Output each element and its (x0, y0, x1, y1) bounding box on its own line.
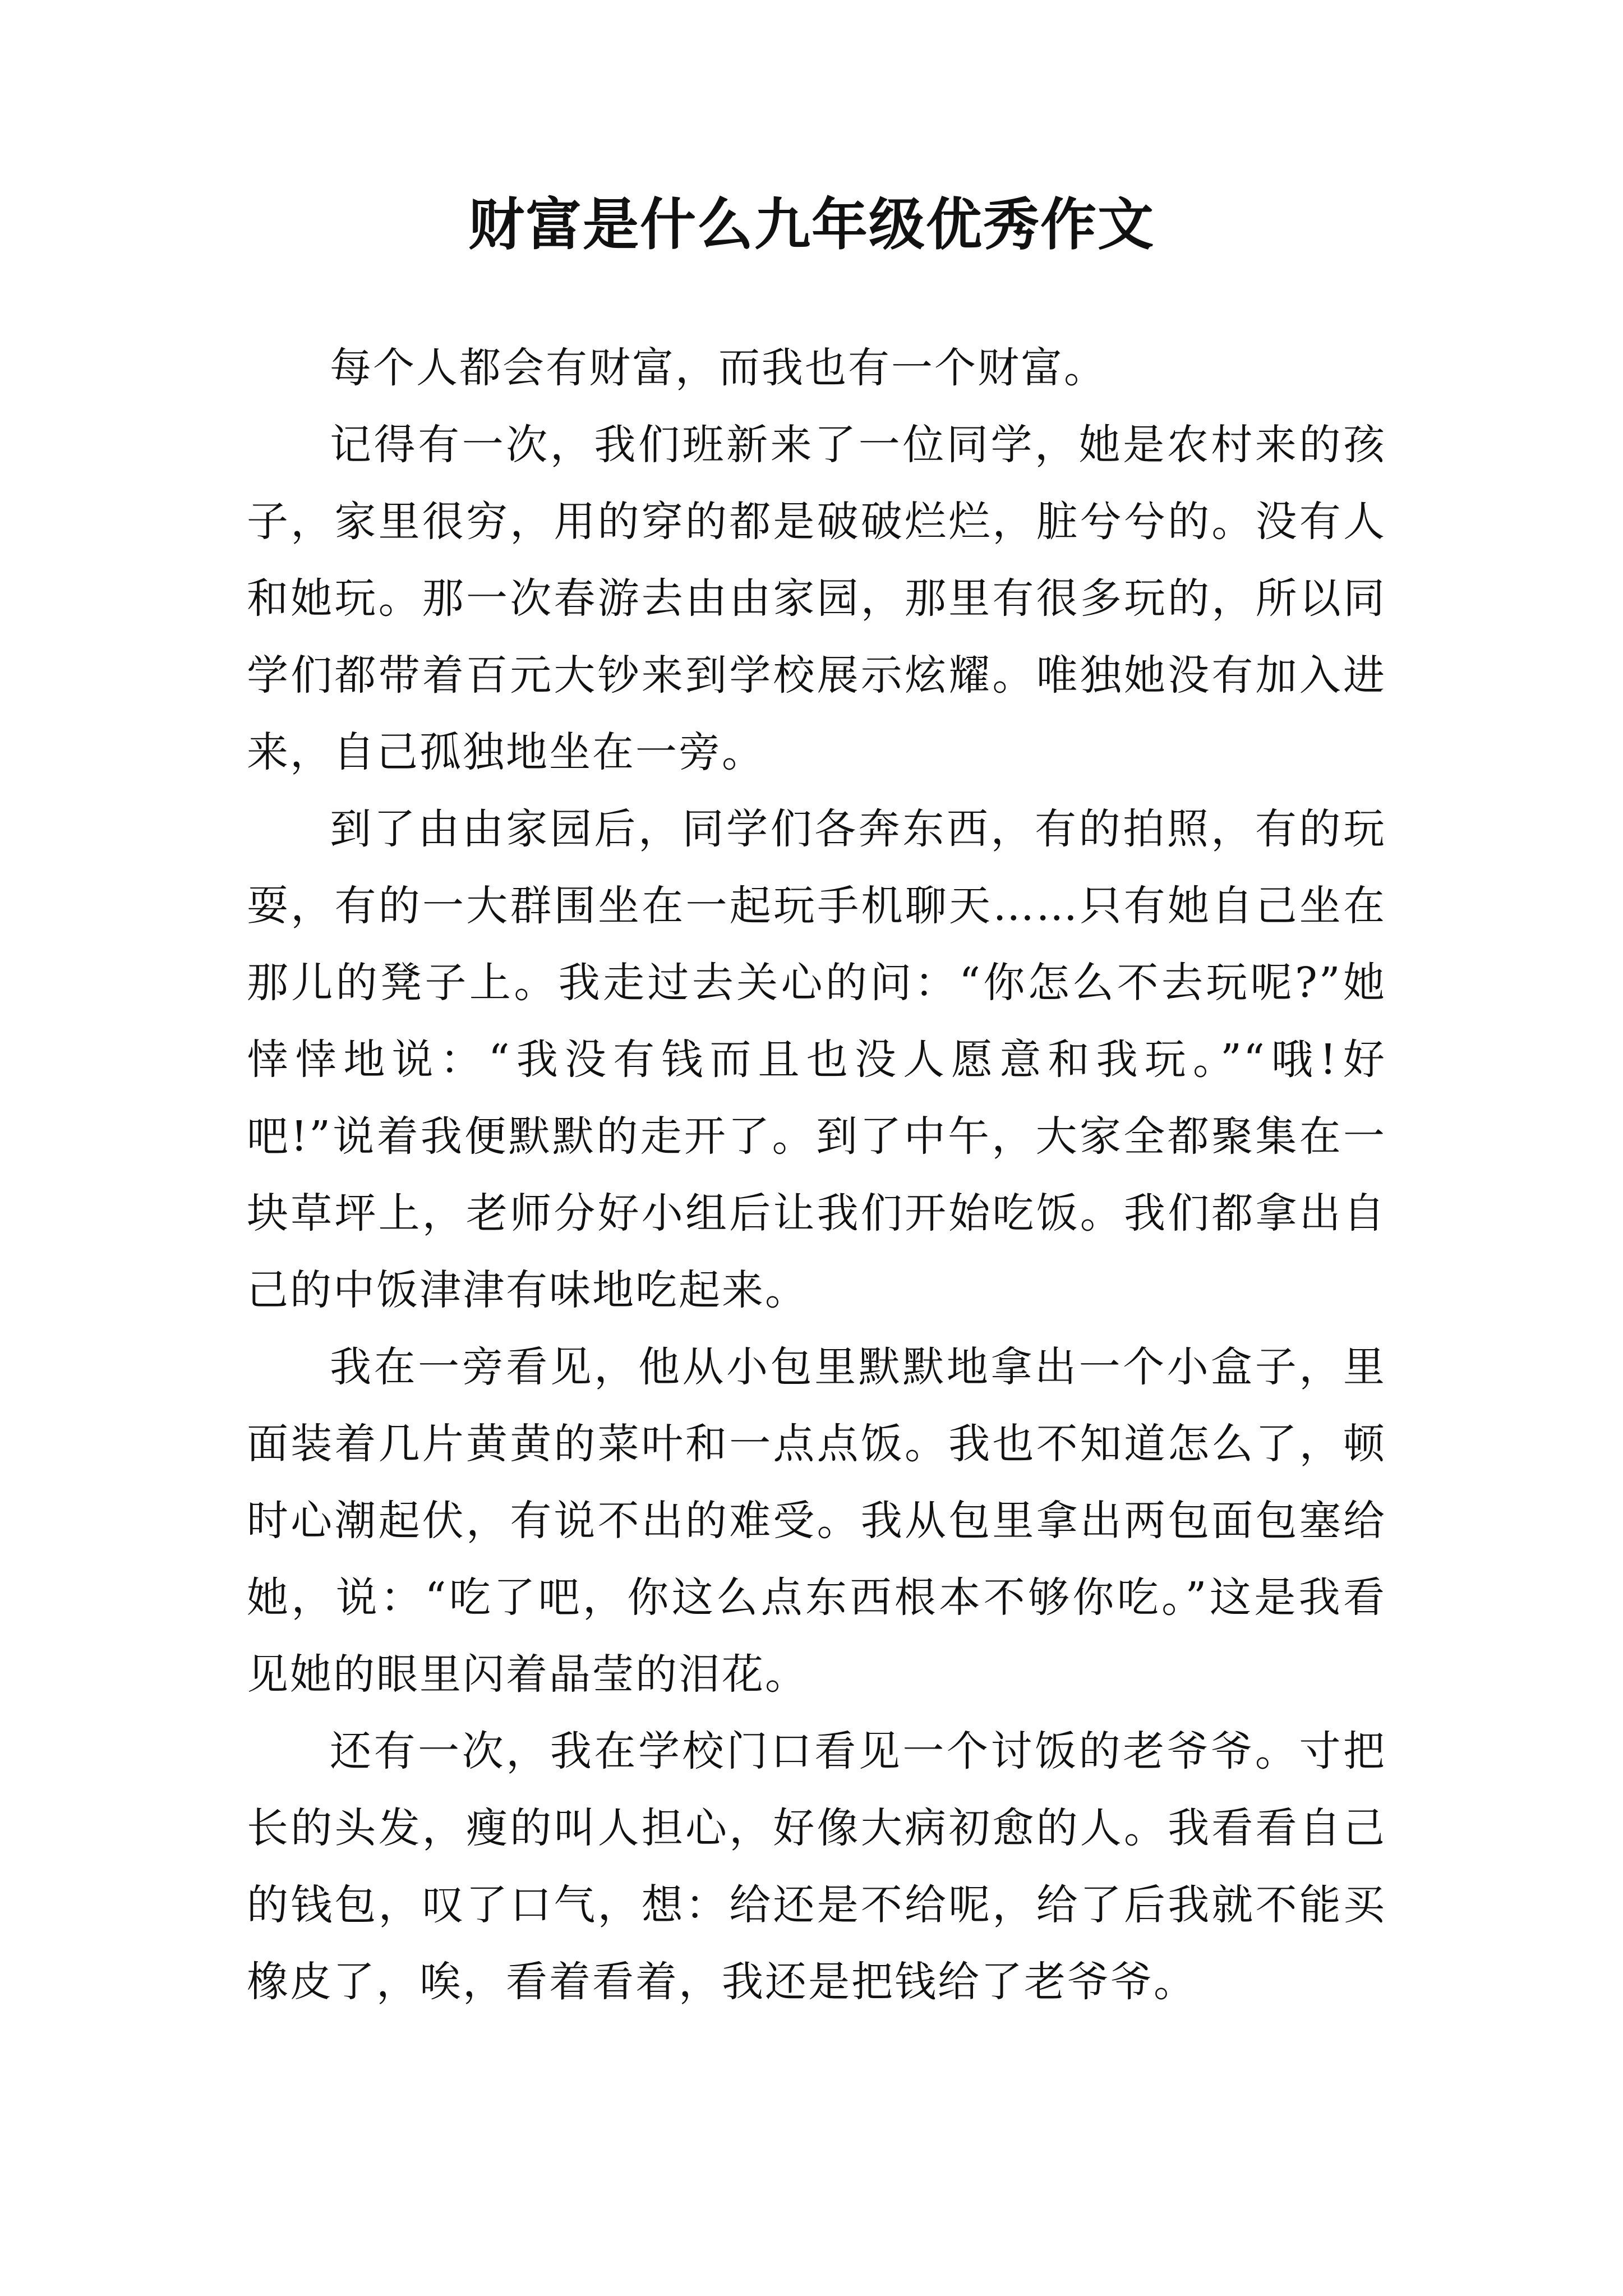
paragraph-4: 我在一旁看见，他从小包里默默地拿出一个小盒子，里面装着几片黄黄的菜叶和一点点饭。我也不知道怎么了，顿时心潮起伏，有说不出的难受。我从包里拿出两包面包塞给她，说：“吃了吧，你这么点东西根本不够你吃。”这是我看见她的眼里闪着晶莹的泪花。 (247, 1343, 1386, 1699)
document-title: 财富是什么九年级优秀作文 (468, 191, 1155, 257)
paragraph-3: 到了由由家园后，同学们各奔东西，有的拍照，有的玩耍，有的一大群围坐在一起玩手机聊天……只有她自己坐在那儿的凳子上。我走过去关心的问：“你怎么不去玩呢?”她悻悻地说：“我没有钱而且也没人愿意和我玩。”“哦!好吧!”说着我便默默的走开了。到了中午，大家全都聚集在一块草坪上，老师分好小组后让我们开始吃饭。我们都拿出自己的中饭津津有味地吃起来。 (247, 805, 1386, 1314)
document-body (247, 330, 1386, 2021)
paragraph-5: 还有一次，我在学校门口看见一个讨饭的老爷爷。寸把长的头发，瘦的叫人担心，好像大病初愈的人。我看看自己的钱包，叹了口气，想：给还是不给呢，给了后我就不能买橡皮了，唉，看着看着，我还是把钱给了老爷爷。 (247, 1727, 1386, 2006)
paragraph-2: 记得有一次，我们班新来了一位同学，她是农村来的孩子，家里很穷，用的穿的都是破破烂烂，脏兮兮的。没有人和她玩。那一次春游去由由家园，那里有很多玩的，所以同学们都带着百元大钞来到学校展示炫耀。唯独她没有加入进来，自己孤独地坐在一旁。 (247, 421, 1386, 776)
paragraph-1: 每个人都会有财富，而我也有一个财富。 (330, 344, 1107, 392)
